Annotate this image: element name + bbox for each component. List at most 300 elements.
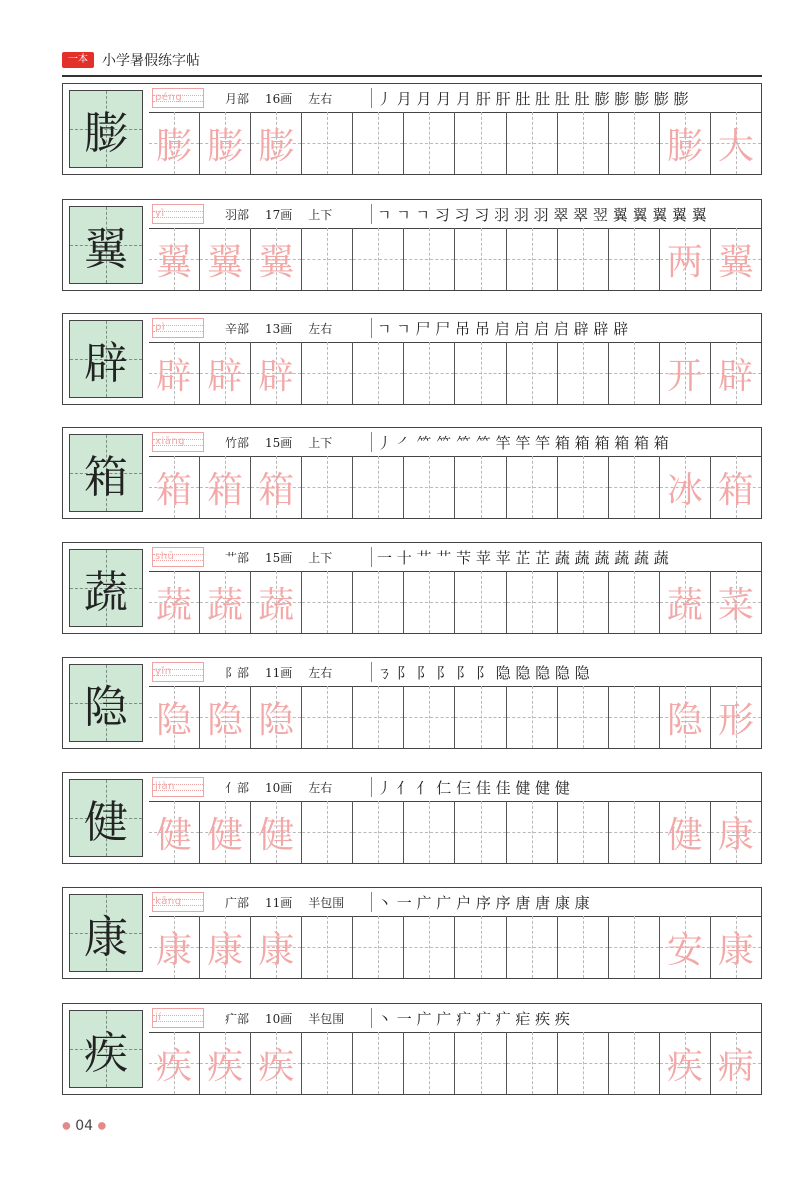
trace-char xyxy=(353,916,403,978)
trace-char xyxy=(507,228,557,290)
stroke-order: 丶 一 广 广 疒 疒 疒 疟 疾 疾 xyxy=(377,1010,570,1028)
trace-char xyxy=(404,916,454,978)
practice-cell[interactable] xyxy=(250,916,301,978)
practice-cell[interactable] xyxy=(659,112,710,174)
trace-char xyxy=(302,571,352,633)
practice-cell[interactable] xyxy=(659,342,710,404)
trace-char xyxy=(404,1032,454,1094)
trace-char xyxy=(302,686,352,748)
pinyin-box xyxy=(152,88,204,108)
pinyin: xiāng xyxy=(155,436,186,447)
pinyin: jiàn xyxy=(155,781,176,792)
pinyin-box xyxy=(152,547,204,567)
practice-cell[interactable] xyxy=(352,916,403,978)
practice-cell[interactable] xyxy=(454,112,505,174)
trace-char: 箱 xyxy=(207,469,244,511)
radical: 疒部 xyxy=(225,1012,250,1026)
trace-char: 翼 xyxy=(717,241,754,283)
practice-cell[interactable] xyxy=(710,916,761,978)
practice-cell[interactable] xyxy=(199,112,250,174)
pinyin-box xyxy=(152,662,204,682)
practice-grid xyxy=(149,916,761,978)
practice-cell[interactable] xyxy=(557,1032,608,1094)
practice-cell[interactable] xyxy=(557,342,608,404)
main-char: 康 xyxy=(84,912,128,963)
char-block xyxy=(62,657,762,749)
practice-cell[interactable] xyxy=(149,342,199,404)
practice-cell[interactable] xyxy=(506,456,557,518)
practice-cell[interactable] xyxy=(199,342,250,404)
practice-cell[interactable] xyxy=(199,686,250,748)
structure: 左右 xyxy=(308,92,333,106)
trace-char: 蔬 xyxy=(666,584,703,626)
practice-cell[interactable] xyxy=(352,801,403,863)
trace-char: 膨 xyxy=(207,125,244,167)
practice-cell[interactable] xyxy=(250,686,301,748)
practice-cell[interactable] xyxy=(199,801,250,863)
practice-cell[interactable] xyxy=(149,1032,199,1094)
radical: 羽部 xyxy=(225,208,250,222)
practice-cell[interactable] xyxy=(250,112,301,174)
practice-cell[interactable] xyxy=(352,228,403,290)
trace-char: 冰 xyxy=(666,469,703,511)
trace-char: 翼 xyxy=(156,241,193,283)
trace-char xyxy=(507,916,557,978)
trace-char: 两 xyxy=(666,241,703,283)
trace-char xyxy=(507,342,557,404)
main-char: 隐 xyxy=(84,682,128,733)
practice-cell[interactable] xyxy=(454,1032,505,1094)
practice-cell[interactable] xyxy=(149,916,199,978)
trace-char xyxy=(353,1032,403,1094)
trace-char: 箱 xyxy=(258,469,295,511)
practice-cell[interactable] xyxy=(454,686,505,748)
main-char-box xyxy=(69,779,143,857)
trace-char: 翼 xyxy=(207,241,244,283)
stroke-count: 16画 xyxy=(265,92,293,106)
practice-cell[interactable] xyxy=(506,228,557,290)
trace-char xyxy=(455,228,505,290)
practice-cell[interactable] xyxy=(149,456,199,518)
stroke-order: 丶 一 广 广 户 序 序 唐 唐 康 康 xyxy=(377,894,590,912)
trace-char: 辟 xyxy=(717,355,754,397)
trace-char xyxy=(609,342,659,404)
practice-cell[interactable] xyxy=(250,801,301,863)
practice-cell[interactable] xyxy=(403,112,454,174)
practice-cell[interactable] xyxy=(250,456,301,518)
stroke-count: 15画 xyxy=(265,436,293,450)
stroke-divider xyxy=(371,88,372,108)
stroke-divider xyxy=(371,318,372,338)
trace-char xyxy=(353,801,403,863)
pinyin-box xyxy=(152,892,204,912)
book-title: 小学暑假练字帖 xyxy=(102,53,200,69)
stroke-order: 丿 ㇒ ⺮ ⺮ ⺮ ⺮ 竿 竿 竿 箱 箱 箱 箱 箱 箱 xyxy=(377,434,669,452)
trace-char xyxy=(558,342,608,404)
practice-cell[interactable] xyxy=(352,571,403,633)
radical: 艹部 xyxy=(225,551,250,565)
stroke-order: 一 十 艹 艹 芐 苹 苹 芷 芷 蔬 蔬 蔬 蔬 蔬 蔬 xyxy=(377,549,669,567)
trace-char xyxy=(404,571,454,633)
trace-char xyxy=(404,456,454,518)
structure: 上下 xyxy=(308,208,333,222)
trace-char: 健 xyxy=(207,814,244,856)
practice-cell[interactable] xyxy=(608,228,659,290)
stroke-order: ㄱ ㄱ 尸 尸 吊 吊 启 启 启 启 辟 辟 辟 xyxy=(377,320,629,338)
trace-char: 隐 xyxy=(666,699,703,741)
char-block xyxy=(62,542,762,634)
stroke-divider xyxy=(371,662,372,682)
trace-char xyxy=(609,1032,659,1094)
main-char: 膨 xyxy=(84,108,128,159)
char-block xyxy=(62,772,762,864)
trace-char xyxy=(609,456,659,518)
practice-cell[interactable] xyxy=(403,1032,454,1094)
practice-cell[interactable] xyxy=(659,801,710,863)
practice-cell[interactable] xyxy=(301,916,352,978)
practice-cell[interactable] xyxy=(710,228,761,290)
stroke-divider xyxy=(371,547,372,567)
trace-char xyxy=(404,228,454,290)
stroke-order: 丿 亻 亻 仁 仨 佳 佳 健 健 健 xyxy=(377,779,570,797)
trace-char xyxy=(302,342,352,404)
practice-cell[interactable] xyxy=(710,112,761,174)
practice-cell[interactable] xyxy=(557,801,608,863)
trace-char: 膨 xyxy=(666,125,703,167)
trace-char: 康 xyxy=(156,929,193,971)
practice-cell[interactable] xyxy=(710,686,761,748)
char-block xyxy=(62,313,762,405)
dot-icon: ● xyxy=(97,1120,107,1132)
practice-cell[interactable] xyxy=(506,801,557,863)
trace-char: 箱 xyxy=(717,469,754,511)
practice-cell[interactable] xyxy=(199,571,250,633)
practice-cell[interactable] xyxy=(454,571,505,633)
char-info-row xyxy=(149,888,761,917)
stroke-count: 15画 xyxy=(265,551,293,565)
trace-char xyxy=(302,456,352,518)
main-char: 蔬 xyxy=(84,567,128,618)
char-info-row xyxy=(149,84,761,113)
char-meta xyxy=(225,1010,360,1027)
char-meta xyxy=(225,664,348,681)
trace-char xyxy=(609,686,659,748)
practice-cell[interactable] xyxy=(506,342,557,404)
trace-char xyxy=(302,801,352,863)
stroke-count: 10画 xyxy=(265,781,293,795)
trace-char xyxy=(558,228,608,290)
practice-cell[interactable] xyxy=(301,686,352,748)
stroke-order: ㄋ 阝 阝 阝 阝 阝 隐 隐 隐 隐 隐 xyxy=(377,664,590,682)
stroke-count: 11画 xyxy=(265,666,293,680)
practice-grid xyxy=(149,456,761,518)
radical: 竹部 xyxy=(225,436,250,450)
practice-cell[interactable] xyxy=(403,342,454,404)
pinyin: kāng xyxy=(155,896,182,907)
trace-char: 康 xyxy=(717,814,754,856)
structure: 上下 xyxy=(308,551,333,565)
trace-char xyxy=(558,571,608,633)
trace-char xyxy=(404,686,454,748)
practice-cell[interactable] xyxy=(301,228,352,290)
structure: 半包围 xyxy=(308,896,345,910)
practice-cell[interactable] xyxy=(557,456,608,518)
char-info-row xyxy=(149,543,761,572)
trace-char xyxy=(507,456,557,518)
practice-cell[interactable] xyxy=(454,801,505,863)
trace-char xyxy=(609,916,659,978)
trace-char xyxy=(609,112,659,174)
header-divider xyxy=(62,75,762,77)
page-header xyxy=(62,50,200,70)
main-char-box xyxy=(69,549,143,627)
trace-char: 健 xyxy=(156,814,193,856)
trace-char: 疾 xyxy=(258,1045,295,1087)
trace-char: 辟 xyxy=(207,355,244,397)
trace-char xyxy=(609,801,659,863)
practice-cell[interactable] xyxy=(352,456,403,518)
practice-cell[interactable] xyxy=(710,1032,761,1094)
practice-grid xyxy=(149,228,761,290)
char-block xyxy=(62,199,762,291)
trace-char xyxy=(353,112,403,174)
practice-cell[interactable] xyxy=(250,342,301,404)
trace-char: 健 xyxy=(258,814,295,856)
practice-cell[interactable] xyxy=(352,1032,403,1094)
practice-cell[interactable] xyxy=(403,686,454,748)
stroke-count: 13画 xyxy=(265,322,293,336)
practice-cell[interactable] xyxy=(557,571,608,633)
practice-cell[interactable] xyxy=(710,342,761,404)
practice-cell[interactable] xyxy=(301,112,352,174)
trace-char: 辟 xyxy=(258,355,295,397)
pinyin: jí xyxy=(155,1012,162,1023)
trace-char xyxy=(455,916,505,978)
practice-cell[interactable] xyxy=(506,112,557,174)
structure: 上下 xyxy=(308,436,333,450)
stroke-order: ㄱ ㄱ ㄱ 习 习 习 羽 羽 羽 翠 翠 翌 翼 翼 翼 翼 翼 xyxy=(377,206,707,224)
pinyin: péng xyxy=(155,92,183,103)
practice-cell[interactable] xyxy=(301,456,352,518)
pinyin: yǐn xyxy=(155,666,172,677)
main-char: 箱 xyxy=(84,452,128,503)
pinyin: yì xyxy=(155,208,165,219)
char-info-row xyxy=(149,1004,761,1033)
page-number xyxy=(62,1118,106,1134)
practice-cell[interactable] xyxy=(250,1032,301,1094)
practice-cell[interactable] xyxy=(301,801,352,863)
practice-cell[interactable] xyxy=(199,1032,250,1094)
practice-cell[interactable] xyxy=(454,916,505,978)
main-char-box xyxy=(69,1010,143,1088)
practice-cell[interactable] xyxy=(557,228,608,290)
practice-cell[interactable] xyxy=(506,916,557,978)
structure: 左右 xyxy=(308,781,333,795)
trace-char: 隐 xyxy=(258,699,295,741)
stroke-divider xyxy=(371,204,372,224)
trace-char: 康 xyxy=(258,929,295,971)
trace-char: 形 xyxy=(717,699,754,741)
radical: 月部 xyxy=(225,92,250,106)
char-meta xyxy=(225,90,348,107)
practice-grid xyxy=(149,342,761,404)
practice-cell[interactable] xyxy=(149,112,199,174)
char-block xyxy=(62,427,762,519)
trace-char xyxy=(302,916,352,978)
char-info-row xyxy=(149,773,761,802)
trace-char: 膨 xyxy=(156,125,193,167)
main-char: 健 xyxy=(84,797,128,848)
trace-char: 康 xyxy=(207,929,244,971)
practice-cell[interactable] xyxy=(608,916,659,978)
radical: 辛部 xyxy=(225,322,250,336)
practice-cell[interactable] xyxy=(301,342,352,404)
practice-cell[interactable] xyxy=(250,228,301,290)
trace-char xyxy=(558,686,608,748)
trace-char: 膨 xyxy=(258,125,295,167)
practice-cell[interactable] xyxy=(608,801,659,863)
stroke-count: 11画 xyxy=(265,896,293,910)
practice-cell[interactable] xyxy=(557,686,608,748)
page-number-text: 04 xyxy=(75,1118,94,1134)
practice-cell[interactable] xyxy=(149,686,199,748)
practice-cell[interactable] xyxy=(199,456,250,518)
trace-char: 开 xyxy=(666,355,703,397)
practice-cell[interactable] xyxy=(403,456,454,518)
practice-cell[interactable] xyxy=(506,1032,557,1094)
practice-cell[interactable] xyxy=(403,228,454,290)
trace-char: 健 xyxy=(666,814,703,856)
trace-char: 蔬 xyxy=(258,584,295,626)
main-char: 辟 xyxy=(84,338,128,389)
trace-char xyxy=(558,1032,608,1094)
trace-char xyxy=(404,342,454,404)
char-meta xyxy=(225,779,348,796)
pinyin: shū xyxy=(155,551,175,562)
stroke-order: 丿 月 月 月 月 肝 肝 肚 肚 肚 肚 膨 膨 膨 膨 膨 xyxy=(377,90,689,108)
practice-cell[interactable] xyxy=(608,342,659,404)
trace-char: 疾 xyxy=(207,1045,244,1087)
main-char: 疾 xyxy=(84,1028,128,1079)
practice-cell[interactable] xyxy=(149,228,199,290)
dot-icon: ● xyxy=(62,1120,71,1132)
trace-char: 隐 xyxy=(207,699,244,741)
practice-cell[interactable] xyxy=(403,916,454,978)
trace-char xyxy=(404,801,454,863)
practice-cell[interactable] xyxy=(199,916,250,978)
trace-char: 隐 xyxy=(156,699,193,741)
trace-char xyxy=(302,1032,352,1094)
stroke-divider xyxy=(371,892,372,912)
practice-cell[interactable] xyxy=(557,112,608,174)
practice-cell[interactable] xyxy=(659,686,710,748)
trace-char xyxy=(609,228,659,290)
main-char-box xyxy=(69,90,143,168)
trace-char xyxy=(455,801,505,863)
practice-cell[interactable] xyxy=(710,456,761,518)
practice-cell[interactable] xyxy=(608,1032,659,1094)
pinyin-box xyxy=(152,204,204,224)
trace-char xyxy=(507,801,557,863)
practice-cell[interactable] xyxy=(608,112,659,174)
radical: 阝部 xyxy=(225,666,250,680)
practice-cell[interactable] xyxy=(403,571,454,633)
main-char-box xyxy=(69,320,143,398)
trace-char xyxy=(507,686,557,748)
practice-grid xyxy=(149,801,761,863)
practice-cell[interactable] xyxy=(659,456,710,518)
trace-char xyxy=(455,686,505,748)
trace-char xyxy=(455,112,505,174)
pinyin-box xyxy=(152,777,204,797)
trace-char: 疾 xyxy=(156,1045,193,1087)
trace-char xyxy=(558,916,608,978)
practice-cell[interactable] xyxy=(149,801,199,863)
practice-cell[interactable] xyxy=(659,228,710,290)
pinyin: pì xyxy=(155,322,166,333)
practice-cell[interactable] xyxy=(659,571,710,633)
main-char-box xyxy=(69,206,143,284)
practice-cell[interactable] xyxy=(710,801,761,863)
practice-cell[interactable] xyxy=(149,571,199,633)
practice-grid xyxy=(149,1032,761,1094)
practice-cell[interactable] xyxy=(557,916,608,978)
structure: 左右 xyxy=(308,666,333,680)
char-block xyxy=(62,83,762,175)
trace-char xyxy=(353,571,403,633)
practice-cell[interactable] xyxy=(301,1032,352,1094)
practice-cell[interactable] xyxy=(659,1032,710,1094)
practice-cell[interactable] xyxy=(352,342,403,404)
practice-cell[interactable] xyxy=(250,571,301,633)
practice-cell[interactable] xyxy=(352,112,403,174)
trace-char xyxy=(558,456,608,518)
practice-cell[interactable] xyxy=(454,228,505,290)
trace-char: 翼 xyxy=(258,241,295,283)
main-char-box xyxy=(69,434,143,512)
practice-cell[interactable] xyxy=(301,571,352,633)
trace-char xyxy=(353,686,403,748)
practice-cell[interactable] xyxy=(506,571,557,633)
practice-cell[interactable] xyxy=(506,686,557,748)
trace-char: 病 xyxy=(717,1045,754,1087)
practice-cell[interactable] xyxy=(608,571,659,633)
practice-cell[interactable] xyxy=(454,342,505,404)
practice-cell[interactable] xyxy=(608,686,659,748)
practice-cell[interactable] xyxy=(710,571,761,633)
radical: 广部 xyxy=(225,896,250,910)
practice-cell[interactable] xyxy=(608,456,659,518)
char-info-row xyxy=(149,658,761,687)
pinyin-box xyxy=(152,318,204,338)
stroke-divider xyxy=(371,432,372,452)
trace-char xyxy=(302,112,352,174)
char-block xyxy=(62,1003,762,1095)
pinyin-box xyxy=(152,432,204,452)
char-meta xyxy=(225,549,348,566)
trace-char xyxy=(302,228,352,290)
practice-cell[interactable] xyxy=(403,801,454,863)
trace-char: 辟 xyxy=(156,355,193,397)
main-char-box xyxy=(69,894,143,972)
practice-cell[interactable] xyxy=(454,456,505,518)
trace-char xyxy=(558,801,608,863)
practice-cell[interactable] xyxy=(659,916,710,978)
char-meta xyxy=(225,206,348,223)
practice-grid xyxy=(149,112,761,174)
practice-cell[interactable] xyxy=(352,686,403,748)
practice-cell[interactable] xyxy=(199,228,250,290)
